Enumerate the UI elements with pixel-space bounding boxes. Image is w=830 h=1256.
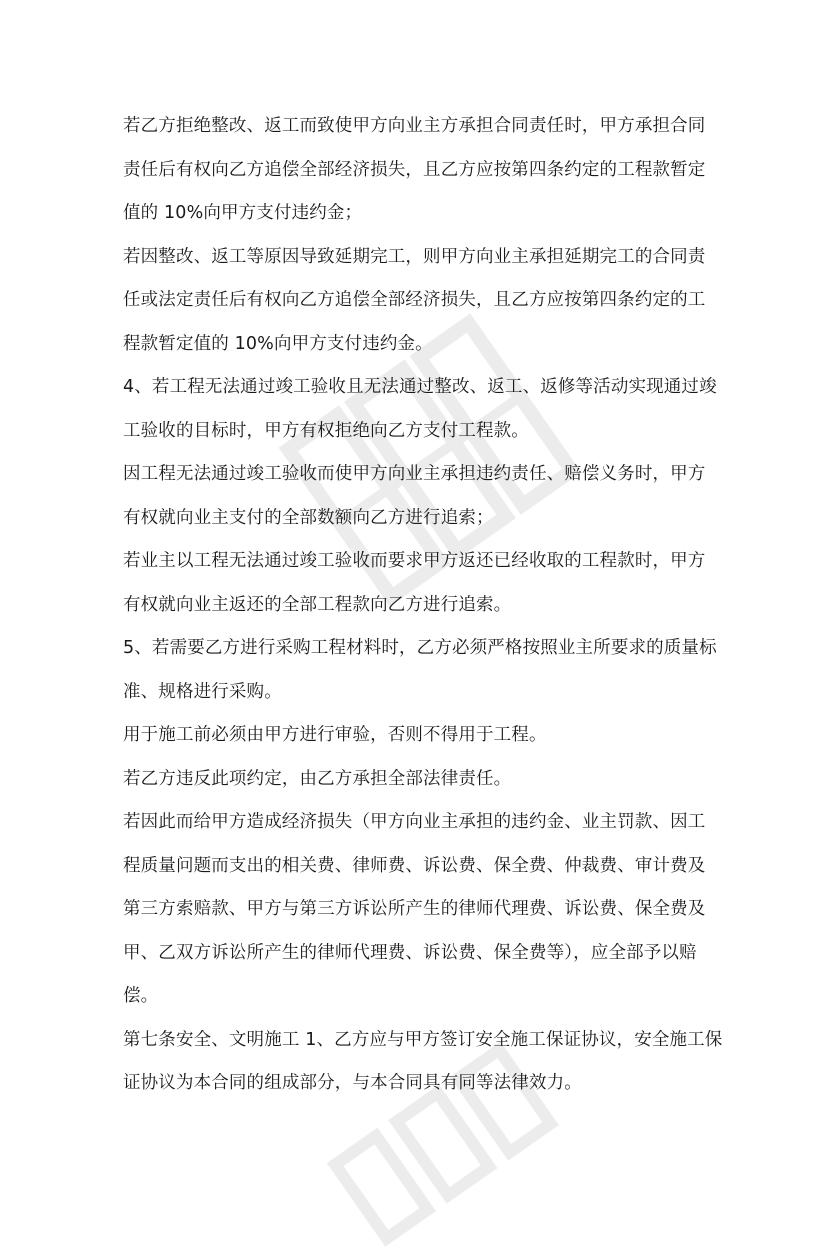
paragraph: 用于施工前必须由甲方进行审验，否则不得用于工程。 — [123, 725, 547, 745]
paragraph: 5、若需要乙方进行采购工程材料时，乙方必须严格按照业主所要求的质量标准、规格进行采购。 — [123, 638, 717, 702]
paragraph: 若乙方拒绝整改、返工而致使甲方向业主方承担合同责任时，甲方承担合同责任后有权向乙方追偿全部经济损失，且乙方应按第四条约定的工程款暂定值的 10%向甲方支付违约金； — [123, 116, 706, 223]
paragraph: 因工程无法通过竣工验收而使甲方向业主承担违约责任、赔偿义务时，甲方有权就向业主支付的全部数额向乙方进行追索； — [123, 464, 706, 528]
paragraph: 第七条安全、文明施工 1、乙方应与甲方签订安全施工保证协议，安全施工保证协议为本合同的组成部分，与本合同具有同等法律效力。 — [123, 1029, 723, 1093]
paragraph: 若因此而给甲方造成经济损失（甲方向业主承担的违约金、业主罚款、因工程质量问题而支出的相关费、律师费、诉讼费、保全费、仲裁费、审计费及第三方索赔款、甲方与第三方诉讼所产生的律师代理费、诉讼费、保全费及甲、乙双方诉讼所产生的律师代理费、诉讼费、保全费等），应全部予以赔偿。 — [123, 812, 706, 1006]
document-body — [123, 105, 723, 1106]
paragraph: 若业主以工程无法通过竣工验收而要求甲方返还已经收取的工程款时，甲方有权就向业主返还的全部工程款向乙方进行追索。 — [123, 551, 706, 615]
paragraph: 4、若工程无法通过竣工验收且无法通过整改、返工、返修等活动实现通过竣工验收的目标时，甲方有权拒绝向乙方支付工程款。 — [123, 377, 717, 441]
paragraph: 若乙方违反此项约定，由乙方承担全部法律责任。 — [123, 768, 512, 789]
paragraph: 若因整改、返工等原因导致延期完工，则甲方向业主承担延期完工的合同责任或法定责任后有权向乙方追偿全部经济损失，且乙方应按第四条约定的工程款暂定值的 10%向甲方支付违约金。 — [123, 246, 706, 354]
